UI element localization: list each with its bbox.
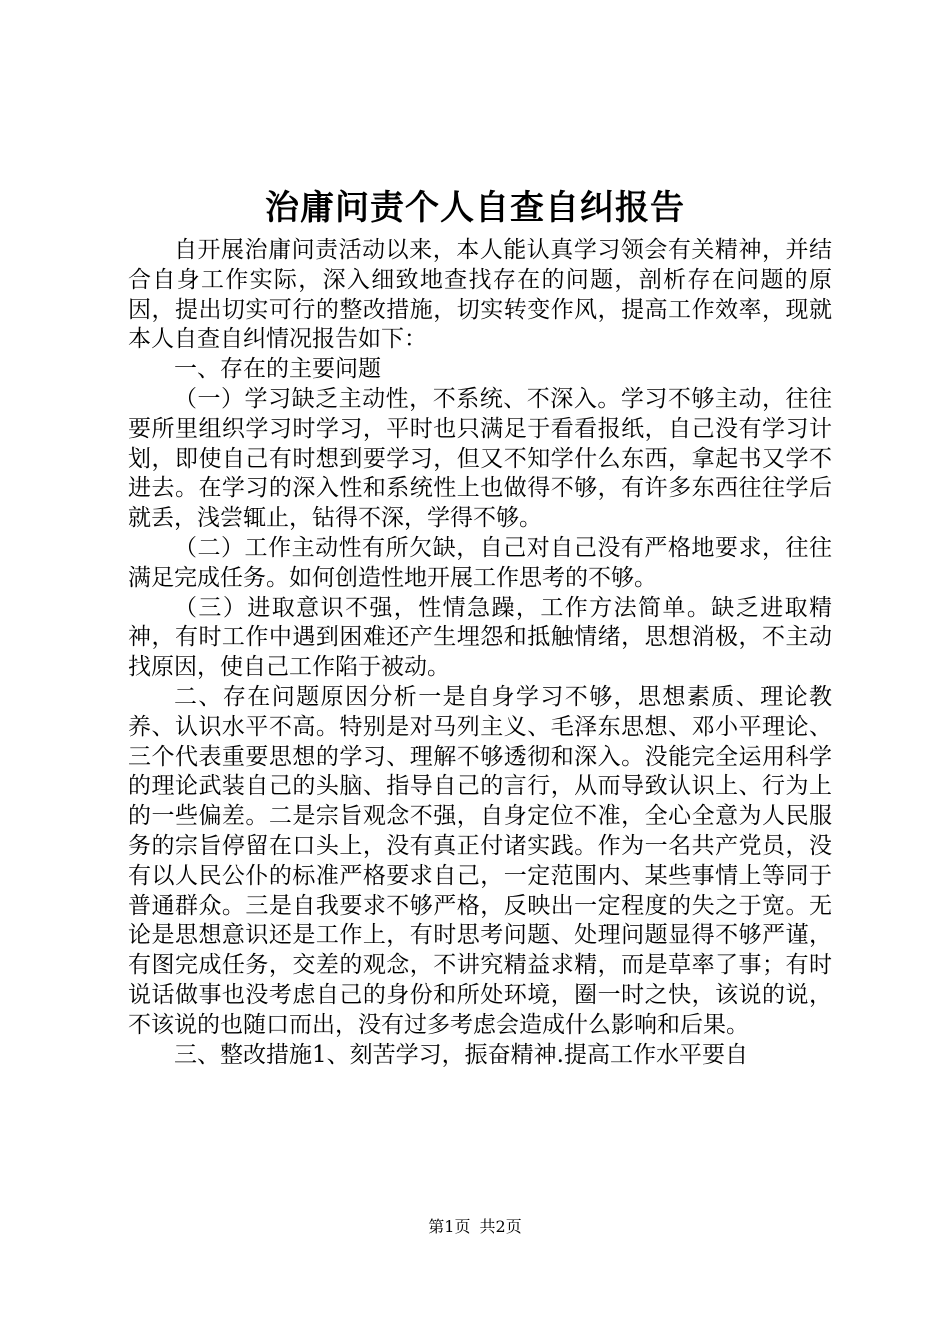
measures-paragraph: 三、整改措施1、刻苦学习，振奋精神.提高工作水平要自 (174, 1041, 748, 1068)
page-number-total: 共2页 (479, 1217, 522, 1236)
intro-paragraph: 自开展治庸问责活动以来，本人能认真学习领会有关精神，并结合自身工作实际，深入细致地查找存在的问题，剖析存在问题的原因，提出切实可行的整改措施，切实转变作风，提高工作效率，现就本人自查自纠情况报告如下： (128, 237, 832, 353)
document-title: 治庸问责个人自查自纠报告 (265, 188, 685, 228)
page-number-current: 第1页 (428, 1217, 471, 1236)
section-heading-problems: 一、存在的主要问题 (174, 356, 381, 383)
problem-paragraph-3: （三）进取意识不强，性情急躁，工作方法简单。缺乏进取精神，有时工作中遇到困难还产生埋怨和抵触情绪，思想消极，不主动找原因，使自己工作陷于被动。 (128, 594, 832, 681)
page-footer (0, 1216, 950, 1238)
document-body (128, 236, 832, 1070)
problem-paragraph-2: （二）工作主动性有所欠缺，自己对自己没有严格地要求，往往满足完成任务。如何创造性地开展工作思考的不够。 (128, 534, 832, 591)
cause-analysis-paragraph: 二、存在问题原因分析一是自身学习不够，思想素质、理论教养、认识水平不高。特别是对马列主义、毛泽东思想、邓小平理论、三个代表重要思想的学习、理解不够透彻和深入。没能完全运用科学的理论武装自己的头脑、指导自己的言行，从而导致认识上、行为上的一些偏差。二是宗旨观念不强，自身定位不准，全心全意为人民服务的宗旨停留在口头上，没有真正付诸实践。作为一名共产党员，没有以人民公仆的标准严格要求自己，一定范围内、某些事情上等同于普通群众。三是自我要求不够严格，反映出一定程度的失之于宽。无论是思想意识还是工作上，有时思考问题、处理问题显得不够严谨，有图完成任务，交差的观念，不讲究精益求精，而是草率了事；有时说话做事也没考虑自己的身份和所处环境，圈一时之快，该说的说，不该说的也随口而出，没有过多考虑会造成什么影响和后果。 (128, 683, 832, 1038)
problem-paragraph-1: （一）学习缺乏主动性，不系统、不深入。学习不够主动，往往要所里组织学习时学习，平时也只满足于看看报纸，自己没有学习计划，即使自己有时想到要学习，但又不知学什么东西，拿起书又学不进去。在学习的深入性和系统性上也做得不够，有许多东西往往学后就丢，浅尝辄止，钻得不深，学得不够。 (128, 385, 832, 532)
